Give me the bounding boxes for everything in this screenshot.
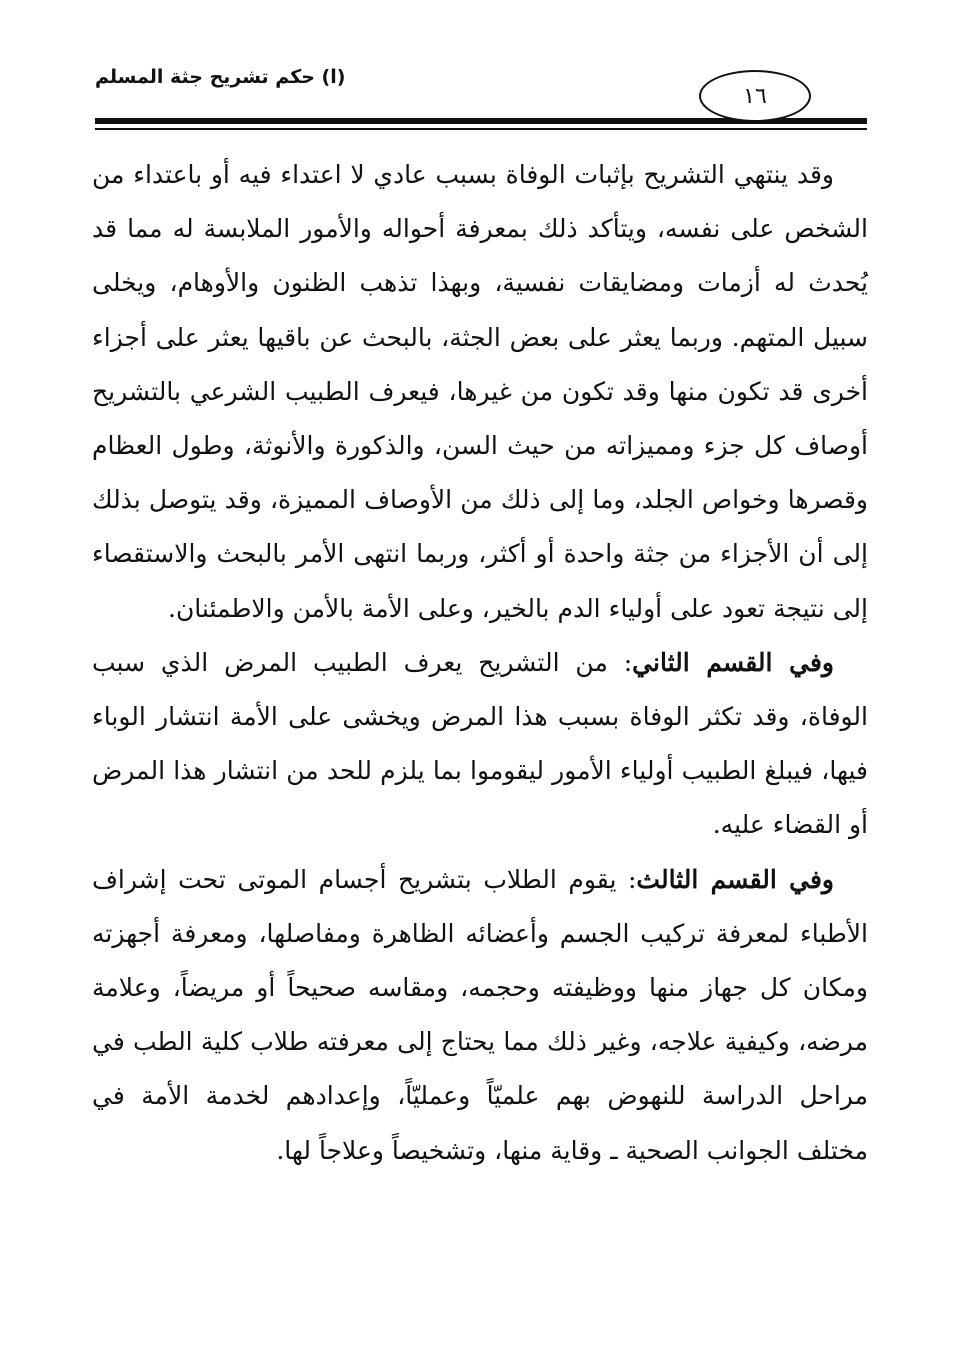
section-lead: وفي القسم الثالث (636, 864, 834, 894)
body-text (92, 148, 868, 1178)
paragraph-text: : يقوم الطلاب بتشريح أجسام الموتى تحت إشراف الأطباء لمعرفة تركيب الجسم وأعضائه الظاهرة ومفاصلها، ومعرفة أجهزته ومكان كل جهاز منها ووظيفته وحجمه، ومقاسه صحيحاً أو مريضاً، وعلامة مرضه، وكيفية علاجه، وغير ذلك مما يحتاج إلى معرفته طلاب كلية الطب في مراحل الدراسة للنهوض بهم علميّاً وعمليّاً، وإعدادهم لخدمة الأمة في مختلف الجوانب الصحية ـ وقاية منها، وتشخيصاً وعلاجاً لها. (92, 864, 868, 1165)
paragraph (92, 636, 868, 853)
paragraph (92, 148, 868, 636)
header-rule-thin (95, 128, 867, 130)
paragraph (92, 853, 868, 1178)
section-lead: وفي القسم الثاني (632, 647, 835, 677)
running-title: (ا) حكم تشريح جثة المسلم (95, 66, 346, 88)
paragraph-text: : من التشريح يعرف الطبيب المرض الذي سبب الوفاة، وقد تكثر الوفاة بسبب هذا المرض ويخشى على الأمة انتشار الوباء فيها، فيبلغ الطبيب أولياء الأمور ليقوموا بما يلزم للحد من انتشار هذا المرض أو القضاء عليه. (92, 647, 868, 840)
page-number: ١٦ (699, 70, 811, 122)
paragraph-text: وقد ينتهي التشريح بإثبات الوفاة بسبب عادي لا اعتداء فيه أو باعتداء من الشخص على نفسه، ويتأكد ذلك بمعرفة أحواله والأمور الملابسة له مما قد يُحدث له أزمات ومضايقات نفسية، وبهذا تذهب الظنون والأوهام، ويخلى سبيل المتهم. وربما يعثر على بعض الجثة، بالبحث عن باقيها يعثر على أجزاء أخرى قد تكون منها وقد تكون من غيرها، فيعرف الطبيب الشرعي بالتشريح أوصاف كل جزء ومميزاته من حيث السن، والذكورة والأنوثة، وطول العظام وقصرها وخواص الجلد، وما إلى ذلك من الأوصاف المميزة، وقد يتوصل بذلك إلى أن الأجزاء من جثة واحدة أو أكثر، وربما انتهى الأمر بالبحث والاستقصاء إلى نتيجة تعود على أولياء الدم بالخير، وعلى الأمة بالأمن والاطمئنان. (92, 160, 868, 623)
page-header (95, 48, 867, 138)
